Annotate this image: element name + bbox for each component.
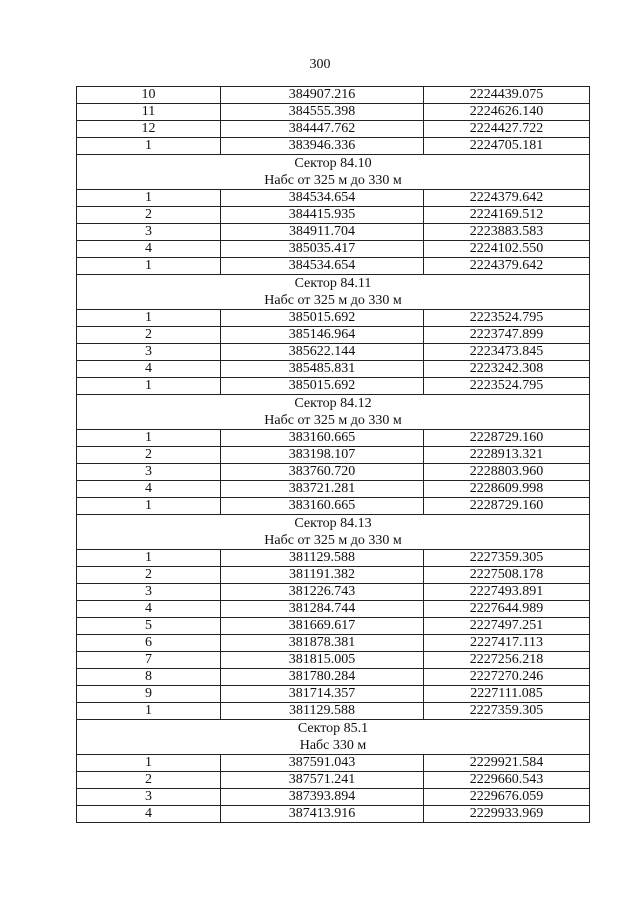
x-coordinate-cell: 387571.241 [221,772,424,789]
sector-header [77,720,590,755]
sector-elevation: Набс от 325 м до 330 м [264,533,402,548]
point-number-cell: 2 [77,327,221,344]
point-number-cell: 2 [77,772,221,789]
point-number-cell: 2 [77,567,221,584]
y-coordinate-cell: 2228729.160 [424,430,590,447]
page-number: 300 [309,57,331,72]
coordinates-table-body [77,87,590,823]
point-number-cell: 9 [77,686,221,703]
table-row [77,327,590,344]
x-coordinate-cell: 383198.107 [221,447,424,464]
point-number-cell: 1 [77,378,221,395]
point-number-cell: 3 [77,789,221,806]
sector-header-row [77,720,590,755]
table-row [77,686,590,703]
x-coordinate-cell: 381669.617 [221,618,424,635]
y-coordinate-cell: 2229933.969 [424,806,590,823]
point-number-cell: 1 [77,430,221,447]
table-row [77,138,590,155]
x-coordinate-cell: 387591.043 [221,755,424,772]
x-coordinate-cell: 383760.720 [221,464,424,481]
table-row [77,121,590,138]
x-coordinate-cell: 383721.281 [221,481,424,498]
y-coordinate-cell: 2224169.512 [424,207,590,224]
x-coordinate-cell: 385015.692 [221,310,424,327]
y-coordinate-cell: 2228803.960 [424,464,590,481]
point-number-cell: 4 [77,806,221,823]
point-number-cell: 3 [77,224,221,241]
y-coordinate-cell: 2223242.308 [424,361,590,378]
point-number-cell: 11 [77,104,221,121]
table-row [77,806,590,823]
x-coordinate-cell: 381780.284 [221,669,424,686]
x-coordinate-cell: 381815.005 [221,652,424,669]
table-row [77,190,590,207]
x-coordinate-cell: 383946.336 [221,138,424,155]
table-row [77,207,590,224]
coordinates-table [76,86,590,823]
point-number-cell: 1 [77,190,221,207]
x-coordinate-cell: 383160.665 [221,430,424,447]
y-coordinate-cell: 2227508.178 [424,567,590,584]
table-row [77,241,590,258]
sector-header [77,275,590,310]
table-row [77,669,590,686]
table-row [77,344,590,361]
sector-title: Сектор 84.12 [294,396,372,411]
table-row [77,481,590,498]
table-row [77,618,590,635]
y-coordinate-cell: 2229676.059 [424,789,590,806]
x-coordinate-cell: 381226.743 [221,584,424,601]
table-row [77,550,590,567]
sector-title: Сектор 84.11 [294,276,372,291]
y-coordinate-cell: 2227359.305 [424,550,590,567]
y-coordinate-cell: 2228913.321 [424,447,590,464]
table-row [77,755,590,772]
y-coordinate-cell: 2227644.989 [424,601,590,618]
x-coordinate-cell: 387393.894 [221,789,424,806]
table-row [77,258,590,275]
y-coordinate-cell: 2224102.550 [424,241,590,258]
x-coordinate-cell: 381129.588 [221,703,424,720]
x-coordinate-cell: 384447.762 [221,121,424,138]
table-row [77,584,590,601]
sector-title: Сектор 85.1 [297,721,369,736]
y-coordinate-cell: 2223524.795 [424,378,590,395]
point-number-cell: 4 [77,241,221,258]
point-number-cell: 4 [77,601,221,618]
x-coordinate-cell: 381191.382 [221,567,424,584]
table-row [77,772,590,789]
x-coordinate-cell: 385035.417 [221,241,424,258]
point-number-cell: 2 [77,447,221,464]
y-coordinate-cell: 2227493.891 [424,584,590,601]
x-coordinate-cell: 381129.588 [221,550,424,567]
point-number-cell: 1 [77,258,221,275]
x-coordinate-cell: 384534.654 [221,190,424,207]
x-coordinate-cell: 381284.744 [221,601,424,618]
table-row [77,430,590,447]
x-coordinate-cell: 385622.144 [221,344,424,361]
sector-title: Сектор 84.13 [294,516,372,531]
point-number-cell: 2 [77,207,221,224]
y-coordinate-cell: 2223747.899 [424,327,590,344]
y-coordinate-cell: 2223473.845 [424,344,590,361]
point-number-cell: 1 [77,310,221,327]
x-coordinate-cell: 385146.964 [221,327,424,344]
x-coordinate-cell: 384415.935 [221,207,424,224]
point-number-cell: 1 [77,550,221,567]
sector-elevation: Набс 330 м [299,738,367,753]
sector-header-row [77,515,590,550]
table-row [77,378,590,395]
sector-header-row [77,155,590,190]
x-coordinate-cell: 385015.692 [221,378,424,395]
y-coordinate-cell: 2223524.795 [424,310,590,327]
y-coordinate-cell: 2229921.584 [424,755,590,772]
y-coordinate-cell: 2224705.181 [424,138,590,155]
point-number-cell: 4 [77,361,221,378]
sector-elevation: Набс от 325 м до 330 м [264,413,402,428]
point-number-cell: 3 [77,584,221,601]
sector-title: Сектор 84.10 [294,156,372,171]
point-number-cell: 10 [77,87,221,104]
sector-header [77,395,590,430]
table-row [77,789,590,806]
y-coordinate-cell: 2223883.583 [424,224,590,241]
y-coordinate-cell: 2224626.140 [424,104,590,121]
y-coordinate-cell: 2228729.160 [424,498,590,515]
y-coordinate-cell: 2224379.642 [424,258,590,275]
y-coordinate-cell: 2227256.218 [424,652,590,669]
y-coordinate-cell: 2227270.246 [424,669,590,686]
point-number-cell: 3 [77,464,221,481]
table-row [77,447,590,464]
point-number-cell: 1 [77,138,221,155]
table-row [77,361,590,378]
table-row [77,652,590,669]
x-coordinate-cell: 385485.831 [221,361,424,378]
table-row [77,224,590,241]
table-row [77,635,590,652]
x-coordinate-cell: 381878.381 [221,635,424,652]
table-row [77,498,590,515]
table-row [77,703,590,720]
sector-elevation: Набс от 325 м до 330 м [264,293,402,308]
y-coordinate-cell: 2224427.722 [424,121,590,138]
x-coordinate-cell: 384911.704 [221,224,424,241]
x-coordinate-cell: 384555.398 [221,104,424,121]
point-number-cell: 1 [77,703,221,720]
x-coordinate-cell: 383160.665 [221,498,424,515]
table-row [77,87,590,104]
y-coordinate-cell: 2227111.085 [424,686,590,703]
y-coordinate-cell: 2229660.543 [424,772,590,789]
table-row [77,567,590,584]
y-coordinate-cell: 2227417.113 [424,635,590,652]
y-coordinate-cell: 2224379.642 [424,190,590,207]
point-number-cell: 6 [77,635,221,652]
point-number-cell: 3 [77,344,221,361]
sector-header [77,515,590,550]
table-row [77,104,590,121]
point-number-cell: 12 [77,121,221,138]
sector-header-row [77,395,590,430]
point-number-cell: 8 [77,669,221,686]
y-coordinate-cell: 2228609.998 [424,481,590,498]
sector-header [77,155,590,190]
x-coordinate-cell: 387413.916 [221,806,424,823]
table-row [77,310,590,327]
x-coordinate-cell: 384907.216 [221,87,424,104]
point-number-cell: 4 [77,481,221,498]
point-number-cell: 5 [77,618,221,635]
y-coordinate-cell: 2227359.305 [424,703,590,720]
x-coordinate-cell: 384534.654 [221,258,424,275]
table-row [77,601,590,618]
point-number-cell: 1 [77,755,221,772]
sector-elevation: Набс от 325 м до 330 м [264,173,402,188]
point-number-cell: 1 [77,498,221,515]
point-number-cell: 7 [77,652,221,669]
table-row [77,464,590,481]
y-coordinate-cell: 2227497.251 [424,618,590,635]
y-coordinate-cell: 2224439.075 [424,87,590,104]
x-coordinate-cell: 381714.357 [221,686,424,703]
sector-header-row [77,275,590,310]
